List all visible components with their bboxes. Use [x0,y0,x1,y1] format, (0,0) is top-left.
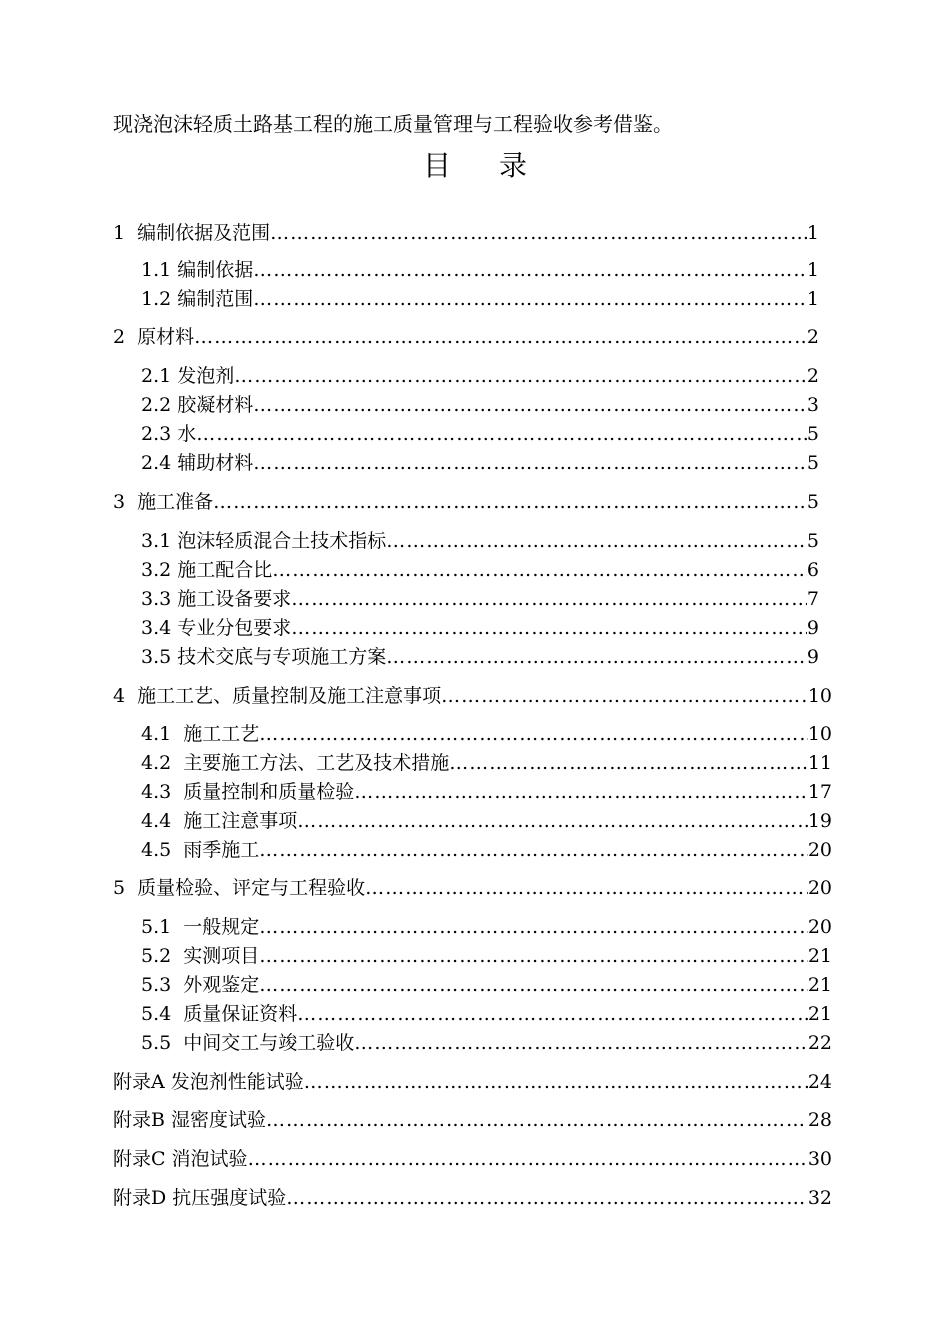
toc-entry-number: 1.1 [141,259,172,281]
toc-entry[interactable] [141,285,819,313]
toc-entry-page: 19 [807,810,832,832]
toc-entry[interactable] [141,614,819,642]
toc-entry-page: 32 [807,1187,832,1209]
toc-entry[interactable] [141,1000,832,1028]
toc-leader [194,323,807,351]
toc-entry-title: 辅助材料 [177,452,254,474]
toc-entry-title: 发泡剂性能试验 [170,1071,304,1093]
toc-entry[interactable] [141,527,819,555]
toc-entry-number: 4.2 [141,752,172,774]
toc-entry-title: 专业分包要求 [177,617,292,639]
toc-leader [248,1145,808,1173]
toc-entry-number: 2.1 [141,365,172,387]
toc-entry[interactable] [113,1145,832,1173]
toc-entry-title: 水 [177,423,197,445]
toc-entry[interactable] [141,420,819,448]
toc-entry-number: 3.5 [141,646,172,668]
toc-entry-title: 发泡剂 [177,365,235,387]
toc-entry-title: 技术交底与专项施工方案 [177,646,387,668]
toc-entry-number: 4.4 [141,810,172,832]
toc-leader [354,778,808,806]
toc-entry-title: 泡沫轻质混合土技术指标 [177,530,387,552]
toc-entry-number: 4.3 [141,781,172,803]
toc-entry-number: 1.2 [141,288,172,310]
toc-entry[interactable] [141,971,832,999]
intro-text: 现浇泡沫轻质土路基工程的施工质量管理与工程验收参考借鉴。 [113,112,673,136]
toc-entry-title: 编制范围 [177,288,254,310]
toc-entry-title: 原材料 [137,326,195,348]
toc-entry-page: 20 [807,916,832,938]
toc-entry[interactable] [113,1184,832,1212]
toc-entry-title: 湿密度试验 [170,1109,266,1131]
toc-leader [365,874,808,902]
toc-entry-title: 质量保证资料 [183,1003,298,1025]
toc-entry-page: 10 [807,723,832,745]
toc-entry-number: 5.1 [141,916,172,938]
toc-entry-title: 施工配合比 [177,559,273,581]
toc-entry[interactable] [141,913,832,941]
toc-leader [259,720,808,748]
toc-entry[interactable] [141,749,832,777]
toc-entry-page: 5 [806,530,819,552]
toc-entry-number: 2.4 [141,452,172,474]
toc-entry-page: 5 [806,491,819,513]
toc-leader [386,643,807,671]
toc-entry-page: 3 [806,394,819,416]
toc-entry[interactable] [141,256,819,284]
toc-entry-page: 9 [806,646,819,668]
toc-leader [213,488,807,516]
toc-leader [253,449,807,477]
toc-entry-title: 施工准备 [137,491,214,513]
toc-entry-title: 外观鉴定 [183,974,260,996]
toc-title [0,146,950,186]
toc-entry-title: 一般规定 [183,916,260,938]
toc-entry[interactable] [113,1068,832,1096]
toc-entry-number: 附录D [113,1187,167,1209]
toc-entry-number: 4 [113,685,126,707]
toc-entry[interactable] [141,807,832,835]
toc-entry[interactable] [113,488,819,516]
toc-entry[interactable] [113,219,819,247]
toc-entry-number: 5 [113,877,126,899]
toc-title-part2: 录 [499,149,528,182]
toc-entry[interactable] [141,720,832,748]
toc-entry-title: 编制依据 [177,259,254,281]
toc-entry[interactable] [141,556,819,584]
toc-entry-number: 附录C [113,1148,166,1170]
toc-entry-page: 5 [806,423,819,445]
toc-leader [441,682,808,710]
toc-leader [449,749,808,777]
toc-entry-title: 消泡试验 [171,1148,248,1170]
toc-entry-page: 22 [807,1032,832,1054]
toc-leader [259,913,808,941]
toc-leader [354,1029,808,1057]
toc-leader [253,285,807,313]
toc-entry-number: 4.5 [141,839,172,861]
toc-entry-number: 3.1 [141,530,172,552]
toc-entry-page: 7 [806,588,819,610]
toc-entry[interactable] [141,1029,832,1057]
toc-entry-page: 21 [807,945,832,967]
toc-entry-title: 抗压强度试验 [172,1187,287,1209]
toc-entry-number: 2.3 [141,423,172,445]
toc-entry-page: 5 [806,452,819,474]
toc-entry[interactable] [113,1106,832,1134]
toc-entry-number: 1 [113,222,126,244]
toc-leader [259,942,808,970]
toc-leader [291,585,807,613]
toc-leader [253,391,807,419]
toc-entry-number: 2 [113,326,126,348]
toc-entry[interactable] [141,836,832,864]
toc-leader [297,807,808,835]
toc-entry-page: 6 [806,559,819,581]
toc-entry-number: 3.3 [141,588,172,610]
toc-entry[interactable] [113,874,832,902]
toc-entry-page: 1 [806,288,819,310]
toc-entry-page: 2 [806,326,819,348]
toc-entry-page: 30 [807,1148,832,1170]
toc-entry-number: 4.1 [141,723,172,745]
toc-leader [297,1000,808,1028]
toc-entry-number: 3.2 [141,559,172,581]
toc-leader [291,614,807,642]
toc-entry[interactable] [113,323,819,351]
toc-entry-title: 中间交工与竣工验收 [183,1032,355,1054]
toc-entry[interactable] [141,942,832,970]
toc-entry-title: 质量控制和质量检验 [183,781,355,803]
toc-entry-title: 雨季施工 [183,839,260,861]
toc-entry-title: 施工注意事项 [183,810,298,832]
toc-entry-page: 17 [807,781,832,803]
toc-title-part1: 目 [422,149,451,182]
toc-leader [386,527,807,555]
toc-entry-number: 5.5 [141,1032,172,1054]
toc-entry-title: 施工设备要求 [177,588,292,610]
toc-entry-number: 附录A [113,1071,165,1093]
toc-entry-number: 3 [113,491,126,513]
toc-entry-number: 2.2 [141,394,172,416]
toc-entry-number: 5.4 [141,1003,172,1025]
toc-entry-page: 21 [807,1003,832,1025]
toc-entry-page: 11 [807,752,832,774]
toc-entry-page: 24 [807,1071,832,1093]
toc-entry-number: 附录B [113,1109,165,1131]
toc-entry-number: 3.4 [141,617,172,639]
toc-leader [270,219,807,247]
toc-entry-page: 1 [806,259,819,281]
toc-leader [266,1106,808,1134]
toc-leader [286,1184,808,1212]
toc-leader [272,556,807,584]
toc-leader [196,420,807,448]
toc-leader [259,836,808,864]
toc-entry-title: 质量检验、评定与工程验收 [137,877,366,899]
toc-leader [259,971,808,999]
toc-entry-title: 胶凝材料 [177,394,254,416]
toc-leader [253,256,807,284]
toc-entry-page: 20 [807,877,832,899]
toc-entry[interactable] [141,391,819,419]
toc-entry-page: 10 [807,685,832,707]
toc-entry-page: 28 [807,1109,832,1131]
toc-entry[interactable] [113,682,832,710]
toc-entry-number: 5.3 [141,974,172,996]
toc-leader [234,362,807,390]
toc-entry-page: 20 [807,839,832,861]
toc-entry-page: 9 [806,617,819,639]
toc-entry-title: 施工工艺、质量控制及施工注意事项 [137,685,442,707]
toc-entry-title: 施工工艺 [183,723,260,745]
toc-entry-title: 主要施工方法、工艺及技术措施 [183,752,450,774]
toc-entry[interactable] [141,643,819,671]
toc-entry-page: 1 [806,222,819,244]
toc-entry-page: 2 [806,365,819,387]
toc-entry-number: 5.2 [141,945,172,967]
toc-leader [304,1068,808,1096]
toc-entry-page: 21 [807,974,832,996]
toc-entry[interactable] [141,362,819,390]
toc-entry[interactable] [141,449,819,477]
toc-entry[interactable] [141,585,819,613]
toc-entry[interactable] [141,778,832,806]
toc-entry-title: 实测项目 [183,945,260,967]
toc-entry-title: 编制依据及范围 [137,222,271,244]
